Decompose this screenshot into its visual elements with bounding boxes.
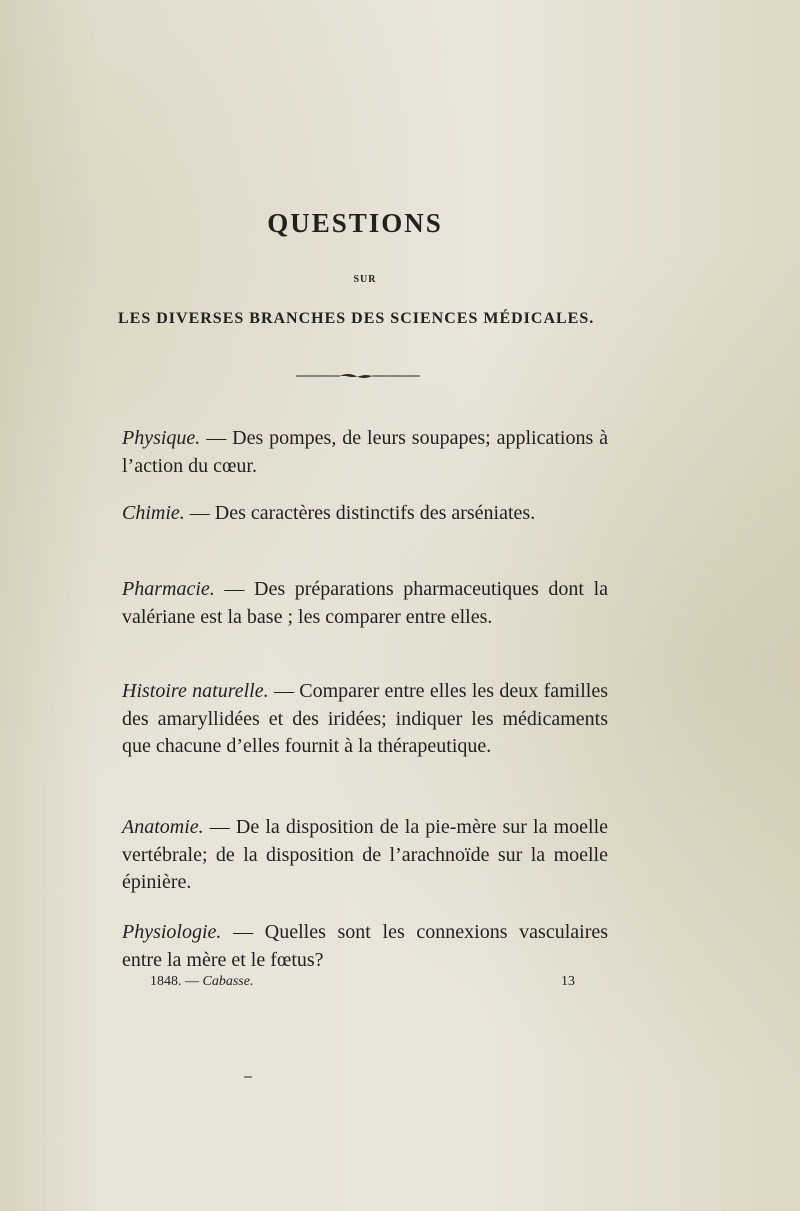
question-text: — Des préparations pharmaceutiques dont la valériane est la base ; les comparer entre elles. <box>122 578 608 628</box>
question-text: — Des caractères distinctifs des arséniates. <box>189 502 536 524</box>
question-heading: Chimie. <box>122 502 185 524</box>
question-heading: Pharmacie. <box>122 578 215 600</box>
question-heading: Physiologie. <box>122 921 222 943</box>
footer-separator: — <box>185 974 199 989</box>
question-pharmacie <box>122 576 608 631</box>
page-subtitle: LES DIVERSES BRANCHES DES SCIENCES MÉDICALES. <box>118 310 595 327</box>
question-text: — De la disposition de la pie-mère sur la moelle vertébrale; de la disposition de l’arachnoïde sur la moelle épinière. <box>122 816 609 893</box>
question-physiologie <box>122 919 608 974</box>
question-anatomie <box>122 814 608 897</box>
question-chimie <box>122 500 608 528</box>
ornamental-rule <box>296 372 420 380</box>
signature-number: 13 <box>561 974 575 989</box>
question-heading: Histoire naturelle. <box>122 680 269 702</box>
question-text: — Des pompes, de leurs soupapes; applications à l’action du cœur. <box>122 427 609 477</box>
question-heading: Physique. <box>122 427 201 449</box>
question-heading: Anatomie. <box>122 816 204 838</box>
ink-mark <box>244 1076 252 1078</box>
footer-author-name: Cabasse. <box>202 974 254 989</box>
page-title: QUESTIONS <box>267 208 443 238</box>
question-histoire-naturelle <box>122 678 608 761</box>
question-physique <box>122 425 608 480</box>
footer-year: 1848. <box>150 974 182 989</box>
footer-imprint <box>150 974 253 990</box>
question-text: — Quelles sont les connexions vasculaires entre la mère et le fœtus? <box>122 921 609 971</box>
title-connector: SUR <box>353 274 377 285</box>
question-text: — Comparer entre elles les deux familles des amaryllidées et des iridées; indiquer les médicaments que chacune d’elles fournit à la thérapeutique. <box>122 680 609 757</box>
